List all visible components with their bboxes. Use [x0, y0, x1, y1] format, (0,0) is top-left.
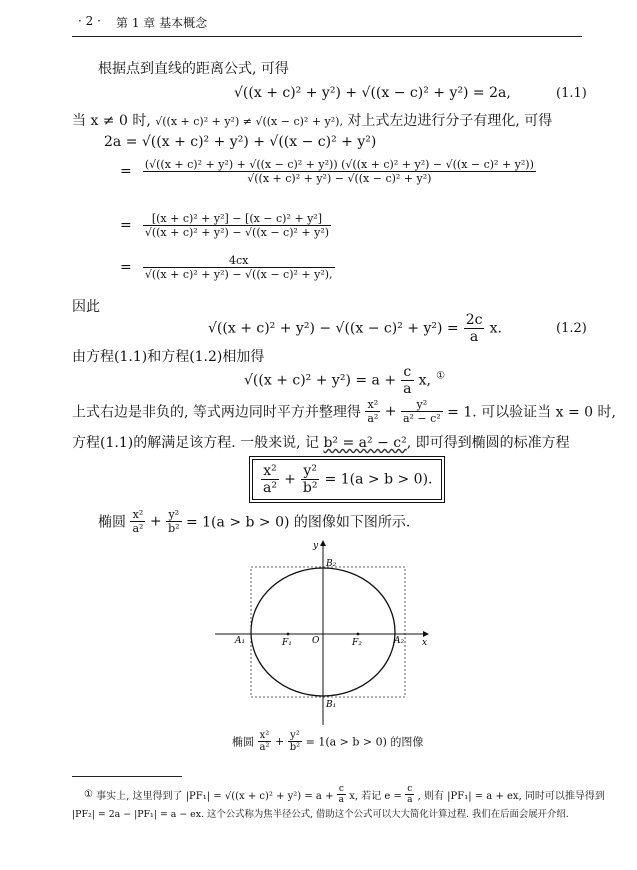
eq-sum-tail: x, — [418, 372, 431, 389]
numerator: c — [401, 364, 413, 381]
y-axis-label: y — [313, 541, 319, 551]
footnote-line-2: |PF₂| = 2a − |PF₁| = a − ex. 这个公式称为焦半径公式, 借助这个公式可以大大简化计算过程. 我们在后面会展开介绍. — [72, 809, 569, 820]
denominator: b² — [302, 480, 318, 496]
footnote-l1-c: , 则有 |PF₁| = a + ex, 同时可以推导得到 — [417, 791, 605, 802]
denominator: √((x + c)² + y²) − √((x − c)² + y²), — [144, 268, 333, 281]
bounding-rectangle — [251, 567, 405, 697]
denominator: a — [338, 795, 345, 805]
p2-l2-pre: 方程(1.1)的解满足该方程. 一般来说, 记 — [72, 435, 319, 451]
eq-1-2-tail: x. — [489, 320, 502, 337]
box-frac-1 — [261, 463, 279, 496]
numerator: x² — [365, 398, 380, 412]
plus: + — [284, 471, 296, 488]
denominator: a² — [263, 480, 277, 496]
therefore-text: 因此 — [72, 299, 100, 315]
denominator: √((x + c)² + y²) − √((x − c)² + y²) — [247, 172, 432, 185]
plus: + — [384, 403, 397, 420]
denominator: a² — [132, 522, 144, 535]
caption-frac-1 — [258, 730, 272, 753]
eq-1-2-lhs: √((x + c)² + y²) − √((x − c)² + y²) = — [208, 320, 459, 337]
vertex-a2-label: A₂ — [394, 636, 405, 646]
numerator: x² — [130, 508, 145, 522]
derivation-fraction-2 — [143, 158, 536, 185]
numerator: c — [337, 784, 346, 795]
derivation-fraction-3 — [143, 212, 331, 239]
chapter-title: 第 1 章 基本概念 — [116, 16, 208, 30]
caption-post: = 1(a > b > 0) 的图像 — [305, 735, 424, 749]
condition-math: √((x + c)² + y²) ≠ √((x − c)² + y²), — [155, 115, 343, 128]
p2-l1-post: = 1. 可以验证当 x = 0 时, — [447, 404, 616, 421]
intro-line: 根据点到直线的距离公式, 可得 — [98, 61, 289, 77]
numerator: c — [405, 784, 414, 795]
p2-l2-wavy-def: b² = a² − c² — [323, 435, 407, 451]
vertex-b1-label: B₁ — [326, 700, 337, 710]
box-tail: = 1(a > b > 0). — [324, 471, 433, 488]
numerator: y² — [288, 730, 302, 742]
page-number: · 2 · — [78, 14, 101, 28]
eq-sum-lhs: √((x + c)² + y²) = a + — [244, 372, 397, 389]
eq-1-2-fraction — [464, 312, 485, 345]
denominator: b² — [168, 522, 180, 535]
p2-l2-post: , 即可得到椭圆的标准方程 — [406, 435, 570, 451]
vertex-a1-label: A₁ — [235, 636, 246, 646]
numerator: [(x + c)² + y²] − [(x − c)² + y²] — [143, 212, 331, 226]
ellipse-intro-frac-2 — [166, 508, 181, 535]
denominator: a² − c² — [402, 412, 441, 425]
footnote-line-1 — [84, 784, 605, 805]
footnote-rule — [72, 776, 182, 777]
numerator: 4cx — [143, 254, 335, 268]
origin-label: O — [312, 636, 320, 646]
footnote-marker[interactable]: ① — [436, 370, 446, 382]
denominator: a² — [259, 742, 270, 753]
caption-frac-2 — [288, 730, 302, 753]
p2-frac-2 — [401, 398, 443, 425]
numerator: x² — [261, 463, 279, 480]
header-rule — [72, 36, 582, 37]
add-equations-text: 由方程(1.1)和方程(1.2)相加得 — [72, 349, 265, 365]
numerator: x² — [258, 730, 272, 742]
numerator: (√((x + c)² + y²) + √((x − c)² + y²)) (√((x + c)² + y²) − √((x − c)² + y²)) — [144, 158, 534, 171]
paragraph-2-line-2 — [72, 432, 570, 452]
derivation-line-2 — [120, 158, 536, 185]
boxed-standard-equation — [249, 456, 445, 503]
footnote-mark: ① — [84, 789, 93, 800]
numerator: y² — [166, 508, 181, 522]
condition-pre: 当 x ≠ 0 时, — [72, 113, 151, 129]
numerator: 2c — [465, 312, 483, 328]
derivation-line-3 — [120, 212, 331, 239]
paragraph-2-line-1 — [72, 398, 616, 425]
ellipse-intro-post: = 1(a > b > 0) 的图像如下图所示. — [185, 514, 411, 531]
equals-sign: = — [120, 217, 132, 234]
ellipse-intro-pre: 椭圆 — [98, 514, 126, 531]
derivation-fraction-4 — [143, 254, 335, 281]
equation-number-1-2: (1.2) — [556, 321, 587, 336]
footnote-l1-a: 事实上, 这里得到了 |PF₁| = √((x + c)² + y²) = a + — [96, 791, 334, 802]
focus-f1-label: F₁ — [282, 638, 292, 648]
focus-f2-point — [357, 633, 360, 636]
derivation-line-1: 2a = √((x + c)² + y²) + √((x − c)² + y²) — [104, 134, 377, 150]
plus: + — [274, 735, 285, 748]
numerator: y² — [301, 463, 320, 480]
ellipse-figure — [210, 535, 435, 730]
condition-line — [72, 110, 552, 130]
equals-sign: = — [120, 259, 132, 276]
denominator: a — [407, 795, 413, 805]
x-axis-label: x — [422, 638, 428, 648]
ellipse-intro-frac-1 — [130, 508, 145, 535]
denominator: b² — [289, 742, 301, 753]
condition-post: 对上式左边进行分子有理化, 可得 — [347, 113, 553, 129]
derivation-line-4 — [120, 254, 335, 281]
eq-sum-fraction — [401, 364, 413, 397]
plus: + — [149, 513, 162, 530]
equation-number-1-1: (1.1) — [556, 86, 587, 101]
equals-sign: = — [120, 163, 132, 180]
equation-1-1: √((x + c)² + y²) + √((x − c)² + y²) = 2a, — [234, 85, 511, 101]
numerator: y² — [401, 398, 443, 412]
caption-pre: 椭圆 — [232, 735, 254, 749]
focus-f2-label: F₂ — [352, 638, 362, 648]
footnote-frac-2 — [405, 784, 414, 805]
vertex-b2-label: B₂ — [326, 559, 337, 569]
footnote-l1-b: x, 若记 e = — [349, 791, 402, 802]
outer-box — [249, 456, 445, 503]
ellipse-intro — [98, 508, 410, 535]
equation-sum — [244, 364, 445, 397]
denominator: a — [469, 329, 479, 345]
denominator: a² — [367, 412, 379, 425]
denominator: a — [403, 381, 412, 397]
box-frac-2 — [301, 463, 320, 496]
p2-frac-1 — [365, 398, 380, 425]
denominator: √((x + c)² + y²) − √((x − c)² + y²) — [144, 226, 330, 239]
figure-caption — [232, 730, 423, 753]
p2-l1-pre: 上式右边是非负的, 等式两边同时平方并整理得 — [72, 404, 361, 421]
focus-f1-point — [287, 633, 290, 636]
equation-1-2 — [208, 312, 502, 345]
footnote-frac-1 — [337, 784, 346, 805]
inner-box — [252, 459, 442, 500]
